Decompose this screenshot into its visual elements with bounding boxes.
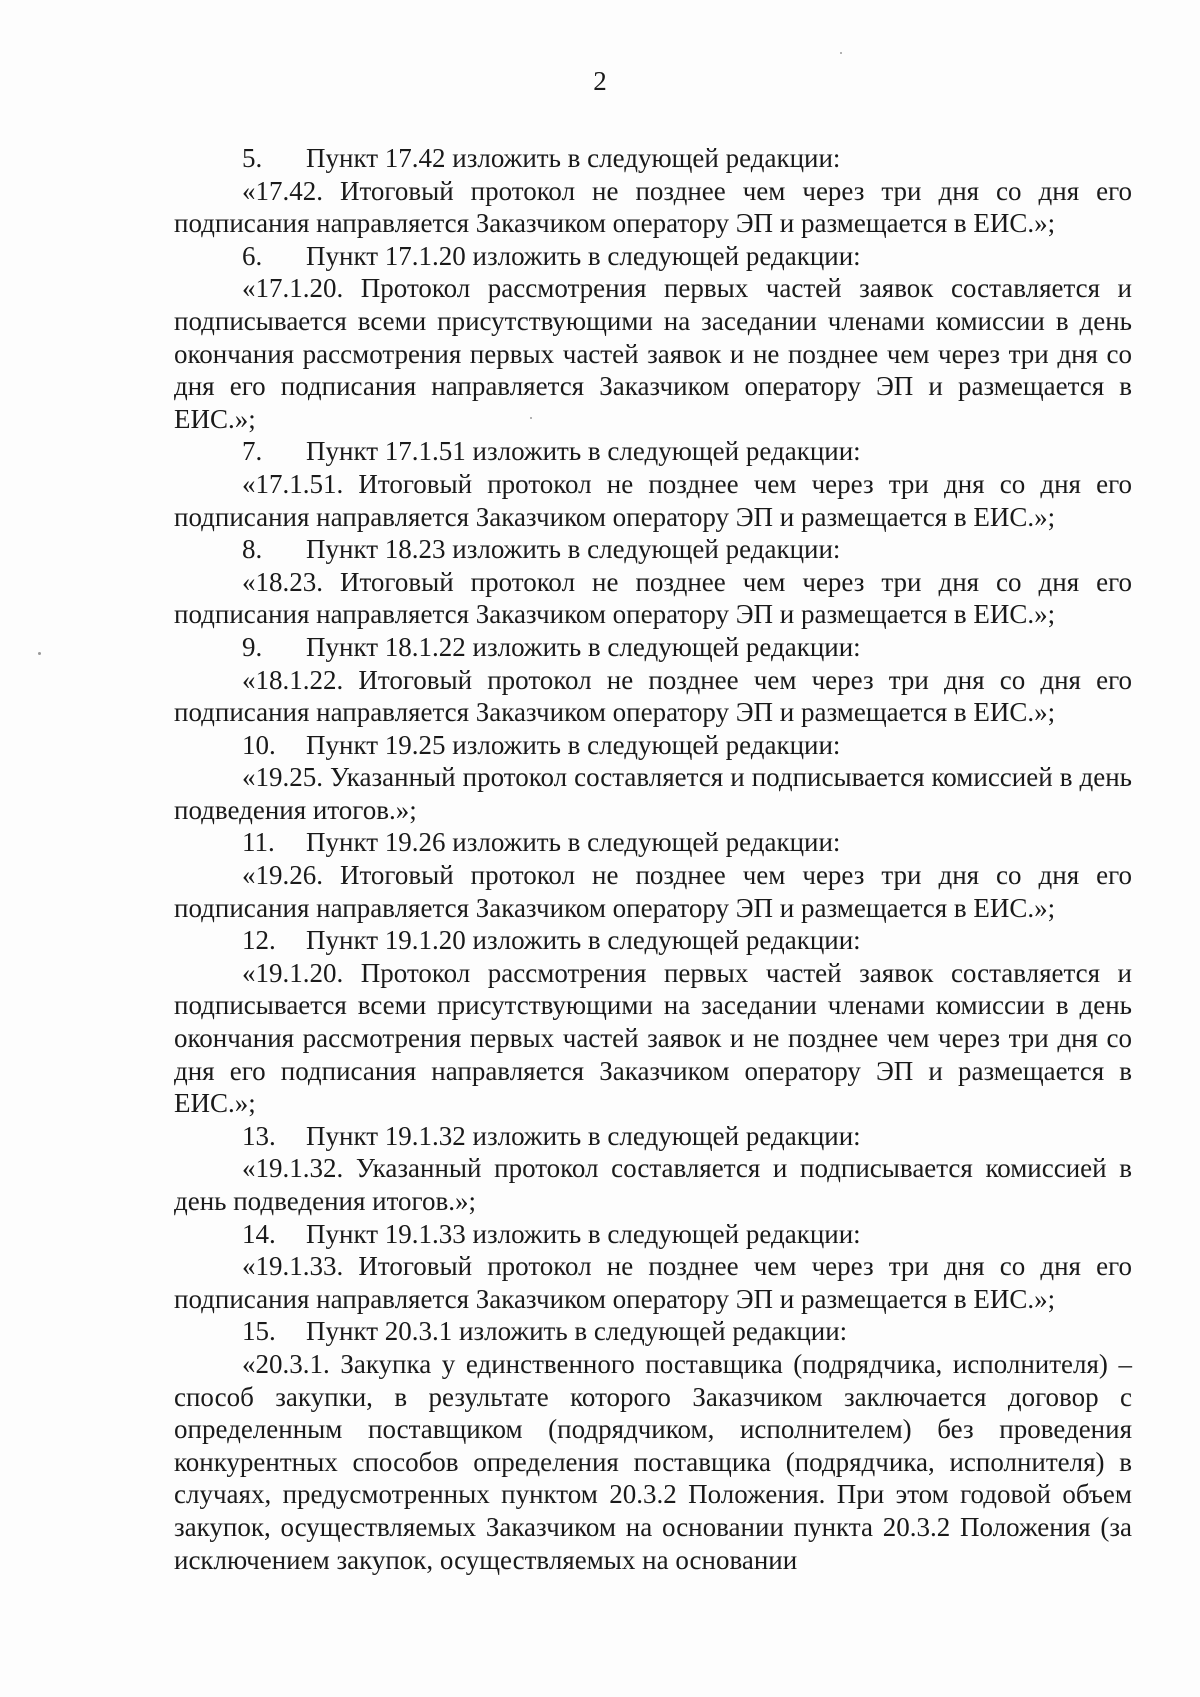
amendment-item — [174, 1315, 1132, 1348]
scan-speck — [530, 417, 532, 419]
item-number: 6. — [242, 240, 263, 271]
item-text: Пункт 19.1.20 изложить в следующей редакции: — [306, 925, 861, 956]
item-text: Пункт 20.3.1 изложить в следующей редакции: — [306, 1316, 848, 1347]
amendment-quote: «18.23. Итоговый протокол не позднее чем через три дня со дня его подписания направляется Заказчиком оператору ЭП и размещается в ЕИС.»; — [174, 566, 1132, 630]
item-number: 5. — [242, 143, 263, 173]
item-number: 13. — [242, 1120, 276, 1151]
amendment-item — [174, 826, 1132, 859]
amendment-item — [174, 533, 1132, 566]
item-text: Пункт 19.25 изложить в следующей редакции: — [306, 729, 841, 760]
page-number: 2 — [593, 66, 607, 96]
amendment-quote: «17.1.51. Итоговый протокол не позднее чем через три дня со дня его подписания направляется Заказчиком оператору ЭП и размещается в ЕИС.»; — [174, 468, 1132, 532]
item-text: Пункт 18.1.22 изложить в следующей редакции: — [306, 631, 861, 662]
item-number: 12. — [242, 925, 276, 956]
item-text: Пункт 19.26 изложить в следующей редакции: — [306, 827, 841, 858]
amendment-item — [174, 924, 1132, 957]
item-number: 7. — [242, 436, 263, 467]
item-number: 11. — [242, 827, 275, 858]
item-text: Пункт 18.23 изложить в следующей редакции: — [306, 534, 841, 565]
amendment-item — [174, 435, 1132, 468]
amendment-quote: «19.1.32. Указанный протокол составляется и подписывается комиссией в день подведения итогов.»; — [174, 1153, 1132, 1216]
item-text: Пункт 17.1.51 изложить в следующей редакции: — [306, 436, 861, 467]
amendment-quote: «19.25. Указанный протокол составляется и подписывается комиссией в день подведения итогов.»; — [174, 762, 1132, 825]
amendment-item — [174, 1218, 1132, 1251]
document-body — [174, 142, 1132, 1576]
item-text: Пункт 17.1.20 изложить в следующей редакции: — [306, 240, 861, 271]
amendment-item — [174, 729, 1132, 762]
item-text: Пункт 19.1.32 изложить в следующей редакции: — [306, 1120, 861, 1151]
scan-speck — [840, 52, 842, 54]
amendment-quote: «17.1.20. Протокол рассмотрения первых частей заявок составляется и подписывается всеми присутствующими на заседании членами комиссии в день окончания рассмотрения первых частей заявок и не позднее чем через три дня со дня его подписания направляется Заказчиком оператору ЭП и размещается в ЕИС.»; — [174, 273, 1132, 434]
item-number: 9. — [242, 631, 263, 662]
amendment-quote: «17.42. Итоговый протокол не позднее чем через три дня со дня его подписания направляется Заказчиком оператору ЭП и размещается в ЕИС.»; — [174, 175, 1132, 239]
item-number: 10. — [242, 729, 276, 760]
item-number: 8. — [242, 534, 263, 565]
item-number: 15. — [242, 1316, 276, 1347]
amendment-item — [174, 142, 1132, 175]
amendment-item — [174, 240, 1132, 273]
item-text: Пункт 19.1.33 изложить в следующей редакции: — [306, 1218, 861, 1249]
amendment-item — [174, 631, 1132, 664]
item-number: 14. — [242, 1218, 276, 1249]
amendment-quote: «19.1.20. Протокол рассмотрения первых частей заявок составляется и подписывается всеми присутствующими на заседании членами комиссии в день окончания рассмотрения первых частей заявок и не позднее чем через три дня со дня его подписания направляется Заказчиком оператору ЭП и размещается в ЕИС.»; — [174, 957, 1132, 1119]
amendment-item — [174, 1120, 1132, 1153]
amendment-quote: «19.26. Итоговый протокол не позднее чем через три дня со дня его подписания направляется Заказчиком оператору ЭП и размещается в ЕИС.»; — [174, 860, 1132, 923]
amendment-quote: «18.1.22. Итоговый протокол не позднее чем через три дня со дня его подписания направляется Заказчиком оператору ЭП и размещается в ЕИС.»; — [174, 664, 1132, 728]
amendment-quote: «19.1.33. Итоговый протокол не позднее чем через три дня со дня его подписания направляется Заказчиком оператору ЭП и размещается в ЕИС.»; — [174, 1251, 1132, 1314]
scan-speck — [38, 652, 41, 655]
item-text: Пункт 17.42 изложить в следующей редакции: — [306, 143, 841, 173]
amendment-quote: «20.3.1. Закупка у единственного поставщика (подрядчика, исполнителя) – способ закупки, в результате которого Заказчиком заключается договор с определенным поставщиком (подрядчиком, исполнителем) без проведения конкурентных способов определения поставщика (подрядчика, исполнителя) в случаях, предусмотренных пунктом 20.3.2 Положения. При этом годовой объем закупок, осуществляемых Заказчиком на основании пункта 20.3.2 Положения (за исключением закупок, осуществляемых на основании — [174, 1348, 1132, 1575]
